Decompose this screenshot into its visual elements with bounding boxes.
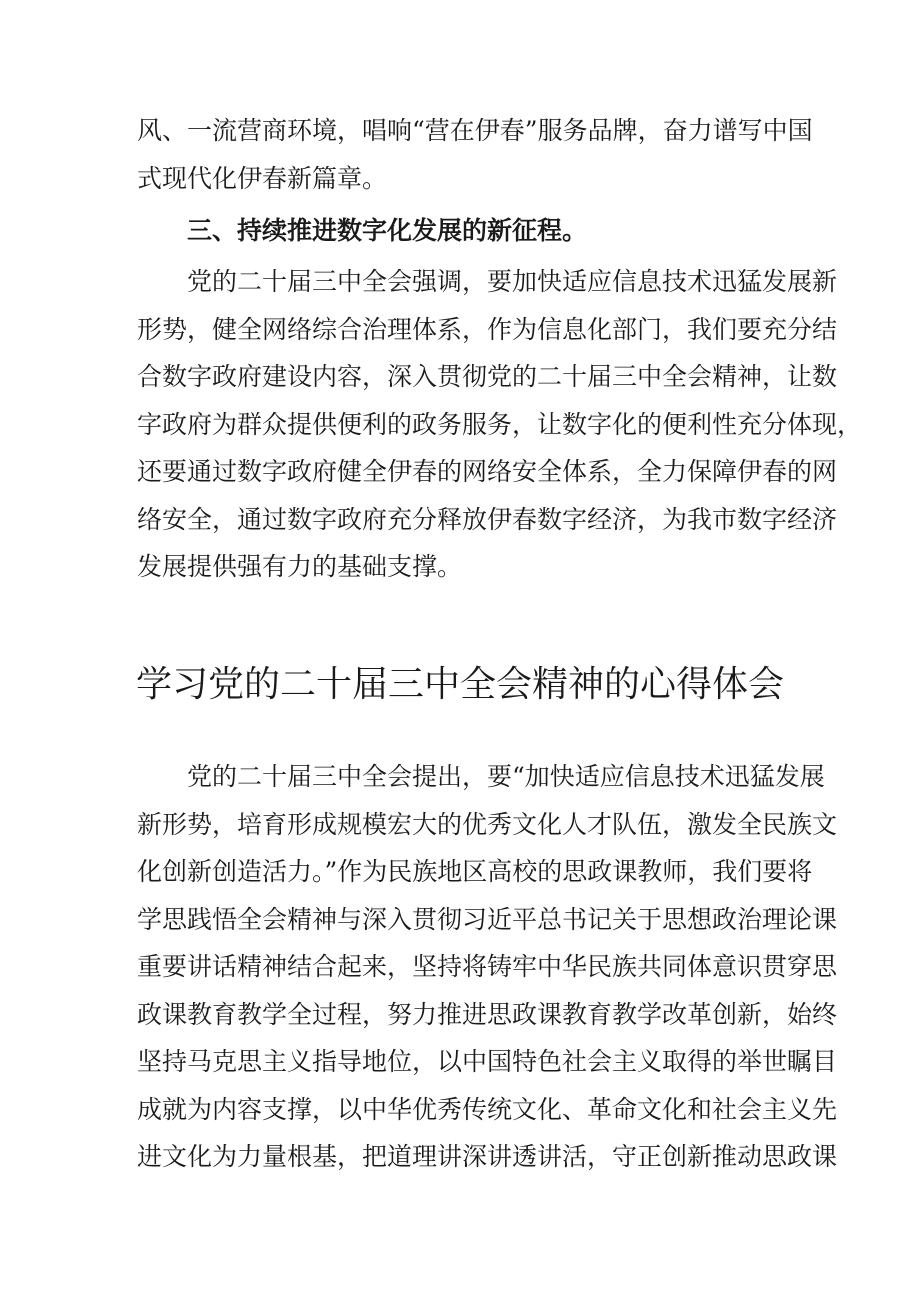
paragraph-line: 成就为内容支撑，以中华优秀传统文化、革命文化和社会主义先 — [137, 1095, 838, 1124]
paragraph-line: 还要通过数字政府健全伊春的网络安全体系，全力保障伊春的网 — [137, 457, 838, 486]
paragraph-line: 形势，健全网络综合治理体系，作为信息化部门，我们要充分结 — [137, 315, 838, 344]
paragraph-line: 风、一流营商环境，唱响“营在伊春”服务品牌，奋力谱写中国 — [137, 116, 813, 145]
paragraph-line: 络安全，通过数字政府充分释放伊春数字经济，为我市数字经济 — [137, 505, 838, 534]
paragraph-line: 字政府为群众提供便利的政务服务，让数字化的便利性充分体现， — [137, 410, 863, 439]
paragraph-line: 政课教育教学全过程，努力推进思政课教育教学改革创新，始终 — [137, 1000, 838, 1029]
paragraph-line: 学思践悟全会精神与深入贯彻习近平总书记关于思想政治理论课 — [137, 905, 838, 934]
paragraph-line: 坚持马克思主义指导地位，以中国特色社会主义取得的举世瞩目 — [137, 1047, 838, 1076]
article-title: 学习党的二十届三中全会精神的心得体会 — [135, 664, 784, 705]
paragraph-line: 式现代化伊春新篇章。 — [137, 164, 388, 193]
paragraph-line: 新形势，培育形成规模宏大的优秀文化人才队伍，激发全民族文 — [137, 810, 838, 839]
paragraph-line: 党的二十届三中全会强调，要加快适应信息技术迅猛发展新 — [187, 267, 838, 296]
paragraph-line: 进文化为力量根基，把道理讲深讲透讲活，守正创新推动思政课 — [137, 1142, 838, 1171]
paragraph-line: 党的二十届三中全会提出，要“加快适应信息技术迅猛发展 — [187, 762, 825, 791]
paragraph-line: 发展提供强有力的基础支撑。 — [137, 552, 463, 581]
paragraph-line: 化创新创造活力。”作为民族地区高校的思政课教师，我们要将 — [137, 857, 813, 886]
section-heading: 三、持续推进数字化发展的新征程。 — [187, 216, 588, 245]
paragraph-line: 重要讲话精神结合起来，坚持将铸牢中华民族共同体意识贯穿思 — [137, 952, 838, 981]
paragraph-line: 合数字政府建设内容，深入贯彻党的二十届三中全会精神，让数 — [137, 362, 838, 391]
